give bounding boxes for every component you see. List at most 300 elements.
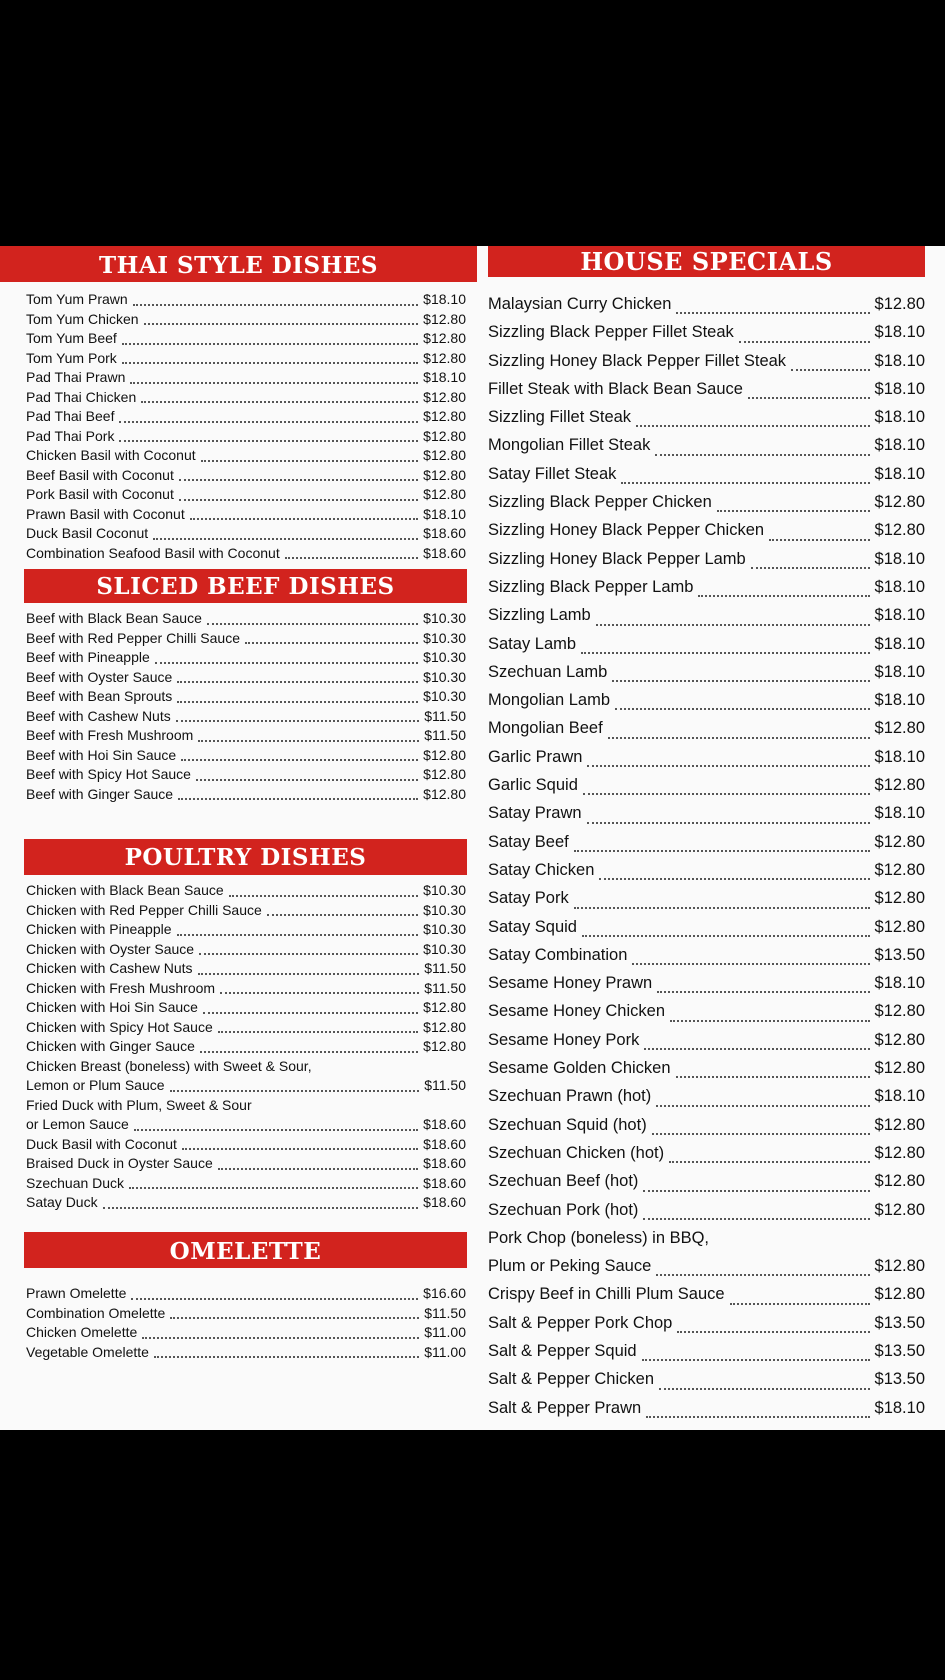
item-price: $18.60 bbox=[423, 1135, 466, 1152]
item-name: Satay Duck bbox=[26, 1194, 98, 1210]
item-price: $12.80 bbox=[874, 295, 925, 313]
item-name: Satay Beef bbox=[488, 832, 569, 851]
dot-leader bbox=[656, 1274, 869, 1276]
item-price: $11.50 bbox=[424, 707, 466, 724]
dot-leader bbox=[574, 850, 870, 852]
dot-leader bbox=[119, 421, 418, 423]
item-name: Beef with Hoi Sin Sauce bbox=[26, 746, 177, 763]
menu-item bbox=[26, 1018, 466, 1038]
item-name: Sizzling Black Pepper Fillet Steak bbox=[488, 323, 734, 342]
item-price: $13.50 bbox=[874, 1313, 925, 1332]
item-name: Prawn Basil with Coconut bbox=[26, 505, 185, 522]
item-name: Chicken with Cashew Nuts bbox=[26, 960, 193, 976]
item-name: Tom Yum Prawn bbox=[26, 291, 128, 307]
item-price: $11.50 bbox=[424, 960, 466, 976]
item-price: $12.80 bbox=[874, 1200, 925, 1219]
dot-leader bbox=[615, 708, 870, 710]
menu-item bbox=[488, 630, 925, 658]
dot-leader bbox=[659, 1388, 870, 1390]
dot-leader bbox=[245, 642, 418, 644]
menu-item bbox=[26, 1057, 466, 1077]
item-name: Beef with Black Bean Sauce bbox=[26, 610, 202, 626]
item-price: $10.30 bbox=[423, 882, 466, 898]
menu-item bbox=[488, 856, 925, 884]
dot-leader bbox=[669, 1161, 869, 1163]
dot-leader bbox=[141, 401, 418, 403]
item-name: Sesame Honey Chicken bbox=[488, 1002, 666, 1021]
menu-item bbox=[26, 1193, 466, 1213]
item-name: Tom Yum Chicken bbox=[26, 310, 139, 327]
item-price: $18.10 bbox=[874, 549, 925, 568]
item-price: $10.30 bbox=[423, 668, 466, 685]
item-price: $16.60 bbox=[423, 1285, 466, 1301]
dot-leader bbox=[119, 440, 418, 442]
menu-item bbox=[26, 1135, 466, 1155]
menu-item bbox=[488, 799, 925, 827]
item-price: $12.80 bbox=[423, 486, 466, 502]
dot-leader bbox=[643, 1218, 869, 1220]
menu-item bbox=[488, 941, 925, 969]
dot-leader bbox=[181, 759, 418, 761]
menu-item bbox=[488, 771, 925, 799]
item-name: Beef with Fresh Mushroom bbox=[26, 727, 194, 743]
item-price: $10.30 bbox=[423, 688, 466, 704]
dot-leader bbox=[587, 822, 870, 824]
dot-leader bbox=[182, 1148, 418, 1150]
left-column bbox=[0, 246, 478, 1362]
item-name: Prawn Omelette bbox=[26, 1285, 127, 1301]
menu-sheet bbox=[0, 246, 945, 1430]
item-name: Szechuan Prawn (hot) bbox=[488, 1087, 652, 1106]
dot-leader bbox=[122, 362, 418, 364]
dot-leader bbox=[198, 973, 420, 975]
menu-item bbox=[26, 979, 466, 999]
item-price: $18.60 bbox=[423, 1116, 466, 1132]
item-price: $12.80 bbox=[874, 521, 925, 540]
item-price: $10.30 bbox=[423, 610, 466, 626]
item-price: $12.80 bbox=[874, 776, 925, 795]
menu-item bbox=[488, 1054, 925, 1082]
menu-item bbox=[26, 668, 466, 688]
item-price: $10.30 bbox=[423, 629, 466, 646]
menu-item bbox=[26, 940, 466, 960]
item-name: Beef with Spicy Hot Sauce bbox=[26, 766, 191, 782]
item-name: Chicken with Hoi Sin Sauce bbox=[26, 999, 198, 1015]
item-name: Beef with Cashew Nuts bbox=[26, 707, 171, 724]
item-price: $12.80 bbox=[874, 917, 925, 936]
item-price: $12.80 bbox=[874, 1059, 925, 1078]
item-name: Sesame Honey Pork bbox=[488, 1030, 640, 1049]
menu-item bbox=[26, 310, 466, 330]
poultry-heading: POULTRY DISHES bbox=[24, 839, 467, 875]
item-name: Pad Thai Beef bbox=[26, 408, 115, 424]
right-column bbox=[488, 246, 937, 1422]
menu-item bbox=[26, 609, 466, 629]
menu-item bbox=[488, 969, 925, 997]
dot-leader bbox=[207, 623, 418, 625]
item-price: $10.30 bbox=[423, 649, 466, 665]
item-name: Satay Pork bbox=[488, 889, 569, 908]
item-price: $13.50 bbox=[874, 945, 925, 964]
dot-leader bbox=[196, 779, 418, 781]
item-price: $18.10 bbox=[874, 1087, 925, 1106]
item-price: $12.80 bbox=[423, 999, 466, 1015]
item-price: $13.50 bbox=[874, 1341, 925, 1360]
item-name: Pork Basil with Coconut bbox=[26, 486, 174, 502]
dot-leader bbox=[144, 323, 419, 325]
item-price: $12.80 bbox=[423, 408, 466, 424]
dot-leader bbox=[177, 701, 418, 703]
house-specials-list bbox=[488, 277, 937, 1422]
item-name: Beef Basil with Coconut bbox=[26, 466, 174, 483]
menu-item bbox=[26, 648, 466, 668]
dot-leader bbox=[642, 1359, 870, 1361]
item-price: $18.60 bbox=[423, 1155, 466, 1171]
dot-leader bbox=[656, 1105, 869, 1107]
item-price: $12.80 bbox=[874, 1172, 925, 1191]
menu-item bbox=[26, 746, 466, 766]
menu-item bbox=[488, 1337, 925, 1365]
item-price: $10.30 bbox=[423, 921, 466, 937]
item-name: Tom Yum Pork bbox=[26, 349, 117, 366]
item-name: Beef with Pineapple bbox=[26, 649, 150, 665]
dot-leader bbox=[657, 991, 869, 993]
item-price: $18.10 bbox=[874, 323, 925, 342]
dot-leader bbox=[170, 1090, 420, 1092]
menu-item bbox=[488, 828, 925, 856]
item-name: Mongolian Lamb bbox=[488, 691, 610, 710]
dot-leader bbox=[636, 425, 869, 427]
thai-heading: THAI STYLE DISHES bbox=[0, 246, 477, 282]
dot-leader bbox=[769, 539, 869, 541]
dot-leader bbox=[581, 652, 869, 654]
menu-item bbox=[488, 1394, 925, 1422]
menu-item bbox=[26, 485, 466, 505]
menu-item bbox=[26, 629, 466, 649]
item-name: Pad Thai Pork bbox=[26, 427, 115, 444]
item-name: Satay Combination bbox=[488, 945, 628, 964]
dot-leader bbox=[218, 1168, 418, 1170]
item-name: Chicken Basil with Coconut bbox=[26, 447, 196, 463]
menu-item bbox=[26, 687, 466, 707]
menu-item bbox=[488, 1309, 925, 1337]
item-price: $11.50 bbox=[424, 979, 466, 996]
item-price: $11.50 bbox=[424, 727, 466, 743]
dot-leader bbox=[608, 737, 870, 739]
item-price: $12.80 bbox=[423, 1038, 466, 1054]
item-name: Pad Thai Chicken bbox=[26, 388, 137, 405]
item-name: Garlic Prawn bbox=[488, 747, 583, 766]
item-price: $12.80 bbox=[874, 1257, 925, 1276]
menu-item bbox=[26, 707, 466, 727]
item-name: Salt & Pepper Prawn bbox=[488, 1398, 642, 1417]
dot-leader bbox=[652, 1133, 870, 1135]
item-name: Sizzling Honey Black Pepper Chicken bbox=[488, 521, 765, 540]
item-price: $18.10 bbox=[874, 577, 925, 596]
item-price: $12.80 bbox=[423, 447, 466, 463]
menu-item bbox=[26, 1323, 466, 1343]
item-name: Sizzling Honey Black Pepper Fillet Steak bbox=[488, 351, 787, 370]
dot-leader bbox=[643, 1190, 869, 1192]
menu-item bbox=[488, 1252, 925, 1280]
dot-leader bbox=[583, 793, 870, 795]
dot-leader bbox=[218, 1031, 418, 1033]
dot-leader bbox=[199, 953, 418, 955]
item-name: Duck Basil Coconut bbox=[26, 525, 149, 541]
menu-item bbox=[26, 1076, 466, 1096]
item-name: Chicken with Spicy Hot Sauce bbox=[26, 1018, 213, 1035]
menu-item bbox=[488, 743, 925, 771]
house-specials-heading: HOUSE SPECIALS bbox=[488, 246, 925, 277]
item-name: Chicken with Pineapple bbox=[26, 921, 172, 937]
dot-leader bbox=[134, 1129, 418, 1131]
item-name: Beef with Oyster Sauce bbox=[26, 668, 173, 685]
menu-item bbox=[488, 913, 925, 941]
item-name: Duck Basil with Coconut bbox=[26, 1135, 177, 1152]
dot-leader bbox=[599, 878, 869, 880]
menu-item bbox=[488, 997, 925, 1025]
item-name: Sizzling Honey Black Pepper Lamb bbox=[488, 549, 746, 568]
dot-leader bbox=[177, 681, 418, 683]
menu-item bbox=[26, 368, 466, 388]
menu-item bbox=[488, 601, 925, 629]
dot-leader bbox=[739, 341, 870, 343]
menu-item bbox=[488, 1026, 925, 1054]
sliced-beef-list bbox=[0, 603, 478, 839]
item-price: $18.60 bbox=[423, 1174, 466, 1191]
dot-leader bbox=[621, 482, 869, 484]
item-price: $12.80 bbox=[423, 388, 466, 405]
dot-leader bbox=[176, 720, 419, 722]
dot-leader bbox=[179, 499, 418, 501]
item-name: Salt & Pepper Pork Chop bbox=[488, 1313, 673, 1332]
menu-item bbox=[26, 329, 466, 349]
menu-item bbox=[26, 1096, 466, 1116]
dot-leader bbox=[178, 798, 418, 800]
dot-leader bbox=[154, 1356, 419, 1358]
thai-list bbox=[0, 282, 478, 569]
item-name: Chicken with Red Pepper Chilli Sauce bbox=[26, 901, 262, 918]
item-price: $10.30 bbox=[423, 940, 466, 957]
item-price: $13.50 bbox=[874, 1370, 925, 1389]
menu-item bbox=[26, 466, 466, 486]
item-name: Sizzling Fillet Steak bbox=[488, 408, 632, 427]
item-price: $18.10 bbox=[874, 634, 925, 653]
dot-leader bbox=[103, 1207, 419, 1209]
omelette-heading: OMELETTE bbox=[24, 1232, 467, 1268]
menu-item bbox=[26, 920, 466, 940]
item-price: $18.10 bbox=[423, 369, 466, 385]
item-name: Garlic Squid bbox=[488, 776, 578, 795]
dot-leader bbox=[285, 557, 418, 559]
dot-leader bbox=[632, 963, 869, 965]
item-name: Braised Duck in Oyster Sauce bbox=[26, 1155, 213, 1171]
menu-item bbox=[488, 884, 925, 912]
item-name: Satay Chicken bbox=[488, 860, 595, 879]
dot-leader bbox=[574, 907, 870, 909]
dot-leader bbox=[153, 538, 418, 540]
dot-leader bbox=[155, 662, 418, 664]
dot-leader bbox=[582, 935, 870, 937]
item-price: $12.80 bbox=[874, 1143, 925, 1162]
menu-item bbox=[26, 407, 466, 427]
item-price: $18.10 bbox=[874, 747, 925, 766]
menu-item bbox=[26, 726, 466, 746]
item-price: $12.80 bbox=[423, 785, 466, 802]
menu-item bbox=[488, 1196, 925, 1224]
item-name: Sizzling Black Pepper Chicken bbox=[488, 493, 712, 512]
dot-leader bbox=[198, 740, 419, 742]
item-price: $12.80 bbox=[874, 860, 925, 879]
menu-item bbox=[26, 1343, 466, 1363]
item-name: Fillet Steak with Black Bean Sauce bbox=[488, 379, 743, 398]
dot-leader bbox=[220, 992, 419, 994]
item-name: Combination Seafood Basil with Coconut bbox=[26, 544, 280, 561]
dot-leader bbox=[612, 680, 869, 682]
item-name: Chicken with Fresh Mushroom bbox=[26, 979, 216, 996]
item-name: Szechuan Pork (hot) bbox=[488, 1200, 639, 1219]
menu-item bbox=[26, 1304, 466, 1324]
menu-item bbox=[26, 290, 466, 310]
item-price: $18.60 bbox=[423, 1194, 466, 1210]
menu-item bbox=[26, 349, 466, 369]
item-name: Beef with Bean Sprouts bbox=[26, 688, 173, 704]
item-name: Chicken with Black Bean Sauce bbox=[26, 882, 224, 898]
item-name: Sesame Honey Prawn bbox=[488, 974, 653, 993]
menu-item bbox=[488, 290, 925, 318]
dot-leader bbox=[170, 1317, 419, 1319]
dot-leader bbox=[229, 895, 419, 897]
item-name: Beef with Ginger Sauce bbox=[26, 785, 174, 802]
item-name: Salt & Pepper Squid bbox=[488, 1341, 637, 1360]
menu-item bbox=[488, 1082, 925, 1110]
item-price: $18.60 bbox=[423, 544, 466, 561]
item-name: Szechuan Lamb bbox=[488, 662, 608, 681]
item-price: $12.80 bbox=[423, 746, 466, 763]
item-price: $12.80 bbox=[423, 427, 466, 444]
item-price: $18.10 bbox=[874, 436, 925, 455]
item-name: Combination Omelette bbox=[26, 1304, 166, 1321]
menu-item bbox=[26, 785, 466, 805]
item-name: Malaysian Curry Chicken bbox=[488, 295, 672, 313]
item-name: Szechuan Squid (hot) bbox=[488, 1115, 647, 1134]
item-name: Tom Yum Beef bbox=[26, 330, 117, 346]
item-price: $18.10 bbox=[874, 379, 925, 398]
item-price: $18.10 bbox=[874, 464, 925, 483]
dot-leader bbox=[142, 1337, 419, 1339]
menu-item bbox=[26, 1037, 466, 1057]
item-name: Pad Thai Prawn bbox=[26, 369, 126, 385]
menu-item bbox=[488, 1224, 925, 1252]
item-price: $18.10 bbox=[874, 351, 925, 370]
menu-item bbox=[26, 1174, 466, 1194]
item-name: Chicken Omelette bbox=[26, 1324, 138, 1340]
menu-item bbox=[26, 524, 466, 544]
item-name: Sesame Golden Chicken bbox=[488, 1059, 671, 1078]
menu-item bbox=[26, 1154, 466, 1174]
item-name: Sizzling Black Pepper Lamb bbox=[488, 577, 694, 596]
item-price: $12.80 bbox=[423, 330, 466, 346]
menu-item bbox=[26, 1284, 466, 1304]
menu-item bbox=[488, 1139, 925, 1167]
item-price: $10.30 bbox=[423, 901, 466, 918]
item-price: $12.80 bbox=[874, 889, 925, 908]
item-price: $12.80 bbox=[874, 1030, 925, 1049]
omelette-list bbox=[0, 1268, 478, 1362]
dot-leader bbox=[201, 460, 419, 462]
item-name: Sizzling Lamb bbox=[488, 606, 591, 625]
menu-item bbox=[488, 1111, 925, 1139]
item-name: Mongolian Beef bbox=[488, 719, 603, 738]
item-price: $18.10 bbox=[874, 662, 925, 681]
item-name: Crispy Beef in Chilli Plum Sauce bbox=[488, 1285, 725, 1304]
menu-item bbox=[488, 460, 925, 488]
item-price: $11.00 bbox=[424, 1343, 466, 1360]
menu-item bbox=[488, 403, 925, 431]
menu-item bbox=[488, 1280, 925, 1308]
item-name: Szechuan Beef (hot) bbox=[488, 1172, 639, 1191]
item-name: Satay Squid bbox=[488, 917, 577, 936]
dot-leader bbox=[130, 382, 418, 384]
menu-item bbox=[26, 998, 466, 1018]
dot-leader bbox=[131, 1298, 418, 1300]
dot-leader bbox=[676, 312, 869, 314]
menu-item bbox=[488, 488, 925, 516]
item-name: or Lemon Sauce bbox=[26, 1116, 129, 1132]
menu-item bbox=[488, 714, 925, 742]
menu-item bbox=[488, 431, 925, 459]
item-price: $18.10 bbox=[874, 408, 925, 427]
menu-item bbox=[26, 901, 466, 921]
menu-item bbox=[26, 881, 466, 901]
item-price: $18.10 bbox=[423, 505, 466, 522]
menu-item bbox=[26, 959, 466, 979]
item-name: Lemon or Plum Sauce bbox=[26, 1077, 165, 1093]
dot-leader bbox=[644, 1048, 869, 1050]
item-price: $12.80 bbox=[423, 466, 466, 483]
item-price: $12.80 bbox=[874, 1285, 925, 1304]
item-price: $18.10 bbox=[874, 606, 925, 625]
menu-item bbox=[488, 318, 925, 346]
item-name: Chicken with Ginger Sauce bbox=[26, 1038, 195, 1054]
item-price: $12.80 bbox=[423, 766, 466, 782]
dot-leader bbox=[751, 567, 870, 569]
dot-leader bbox=[122, 343, 418, 345]
item-price: $12.80 bbox=[874, 1115, 925, 1134]
item-price: $18.60 bbox=[423, 525, 466, 541]
dot-leader bbox=[179, 479, 418, 481]
menu-item bbox=[26, 388, 466, 408]
item-price: $12.80 bbox=[423, 1018, 466, 1035]
item-name: Szechuan Chicken (hot) bbox=[488, 1143, 665, 1162]
item-price: $18.10 bbox=[874, 691, 925, 710]
menu-item bbox=[488, 375, 925, 403]
item-name: Chicken Breast (boneless) with Sweet & Sour, bbox=[26, 1057, 312, 1074]
item-price: $12.80 bbox=[874, 719, 925, 738]
item-price: $18.10 bbox=[423, 291, 466, 307]
item-name: Fried Duck with Plum, Sweet & Sour bbox=[26, 1096, 252, 1113]
dot-leader bbox=[267, 914, 418, 916]
menu-item bbox=[26, 765, 466, 785]
dot-leader bbox=[203, 1012, 418, 1014]
menu-item bbox=[488, 545, 925, 573]
dot-leader bbox=[730, 1303, 870, 1305]
menu-item bbox=[488, 686, 925, 714]
menu-item bbox=[26, 446, 466, 466]
item-name: Plum or Peking Sauce bbox=[488, 1257, 652, 1276]
item-name: Salt & Pepper Chicken bbox=[488, 1370, 655, 1389]
dot-leader bbox=[133, 304, 419, 306]
